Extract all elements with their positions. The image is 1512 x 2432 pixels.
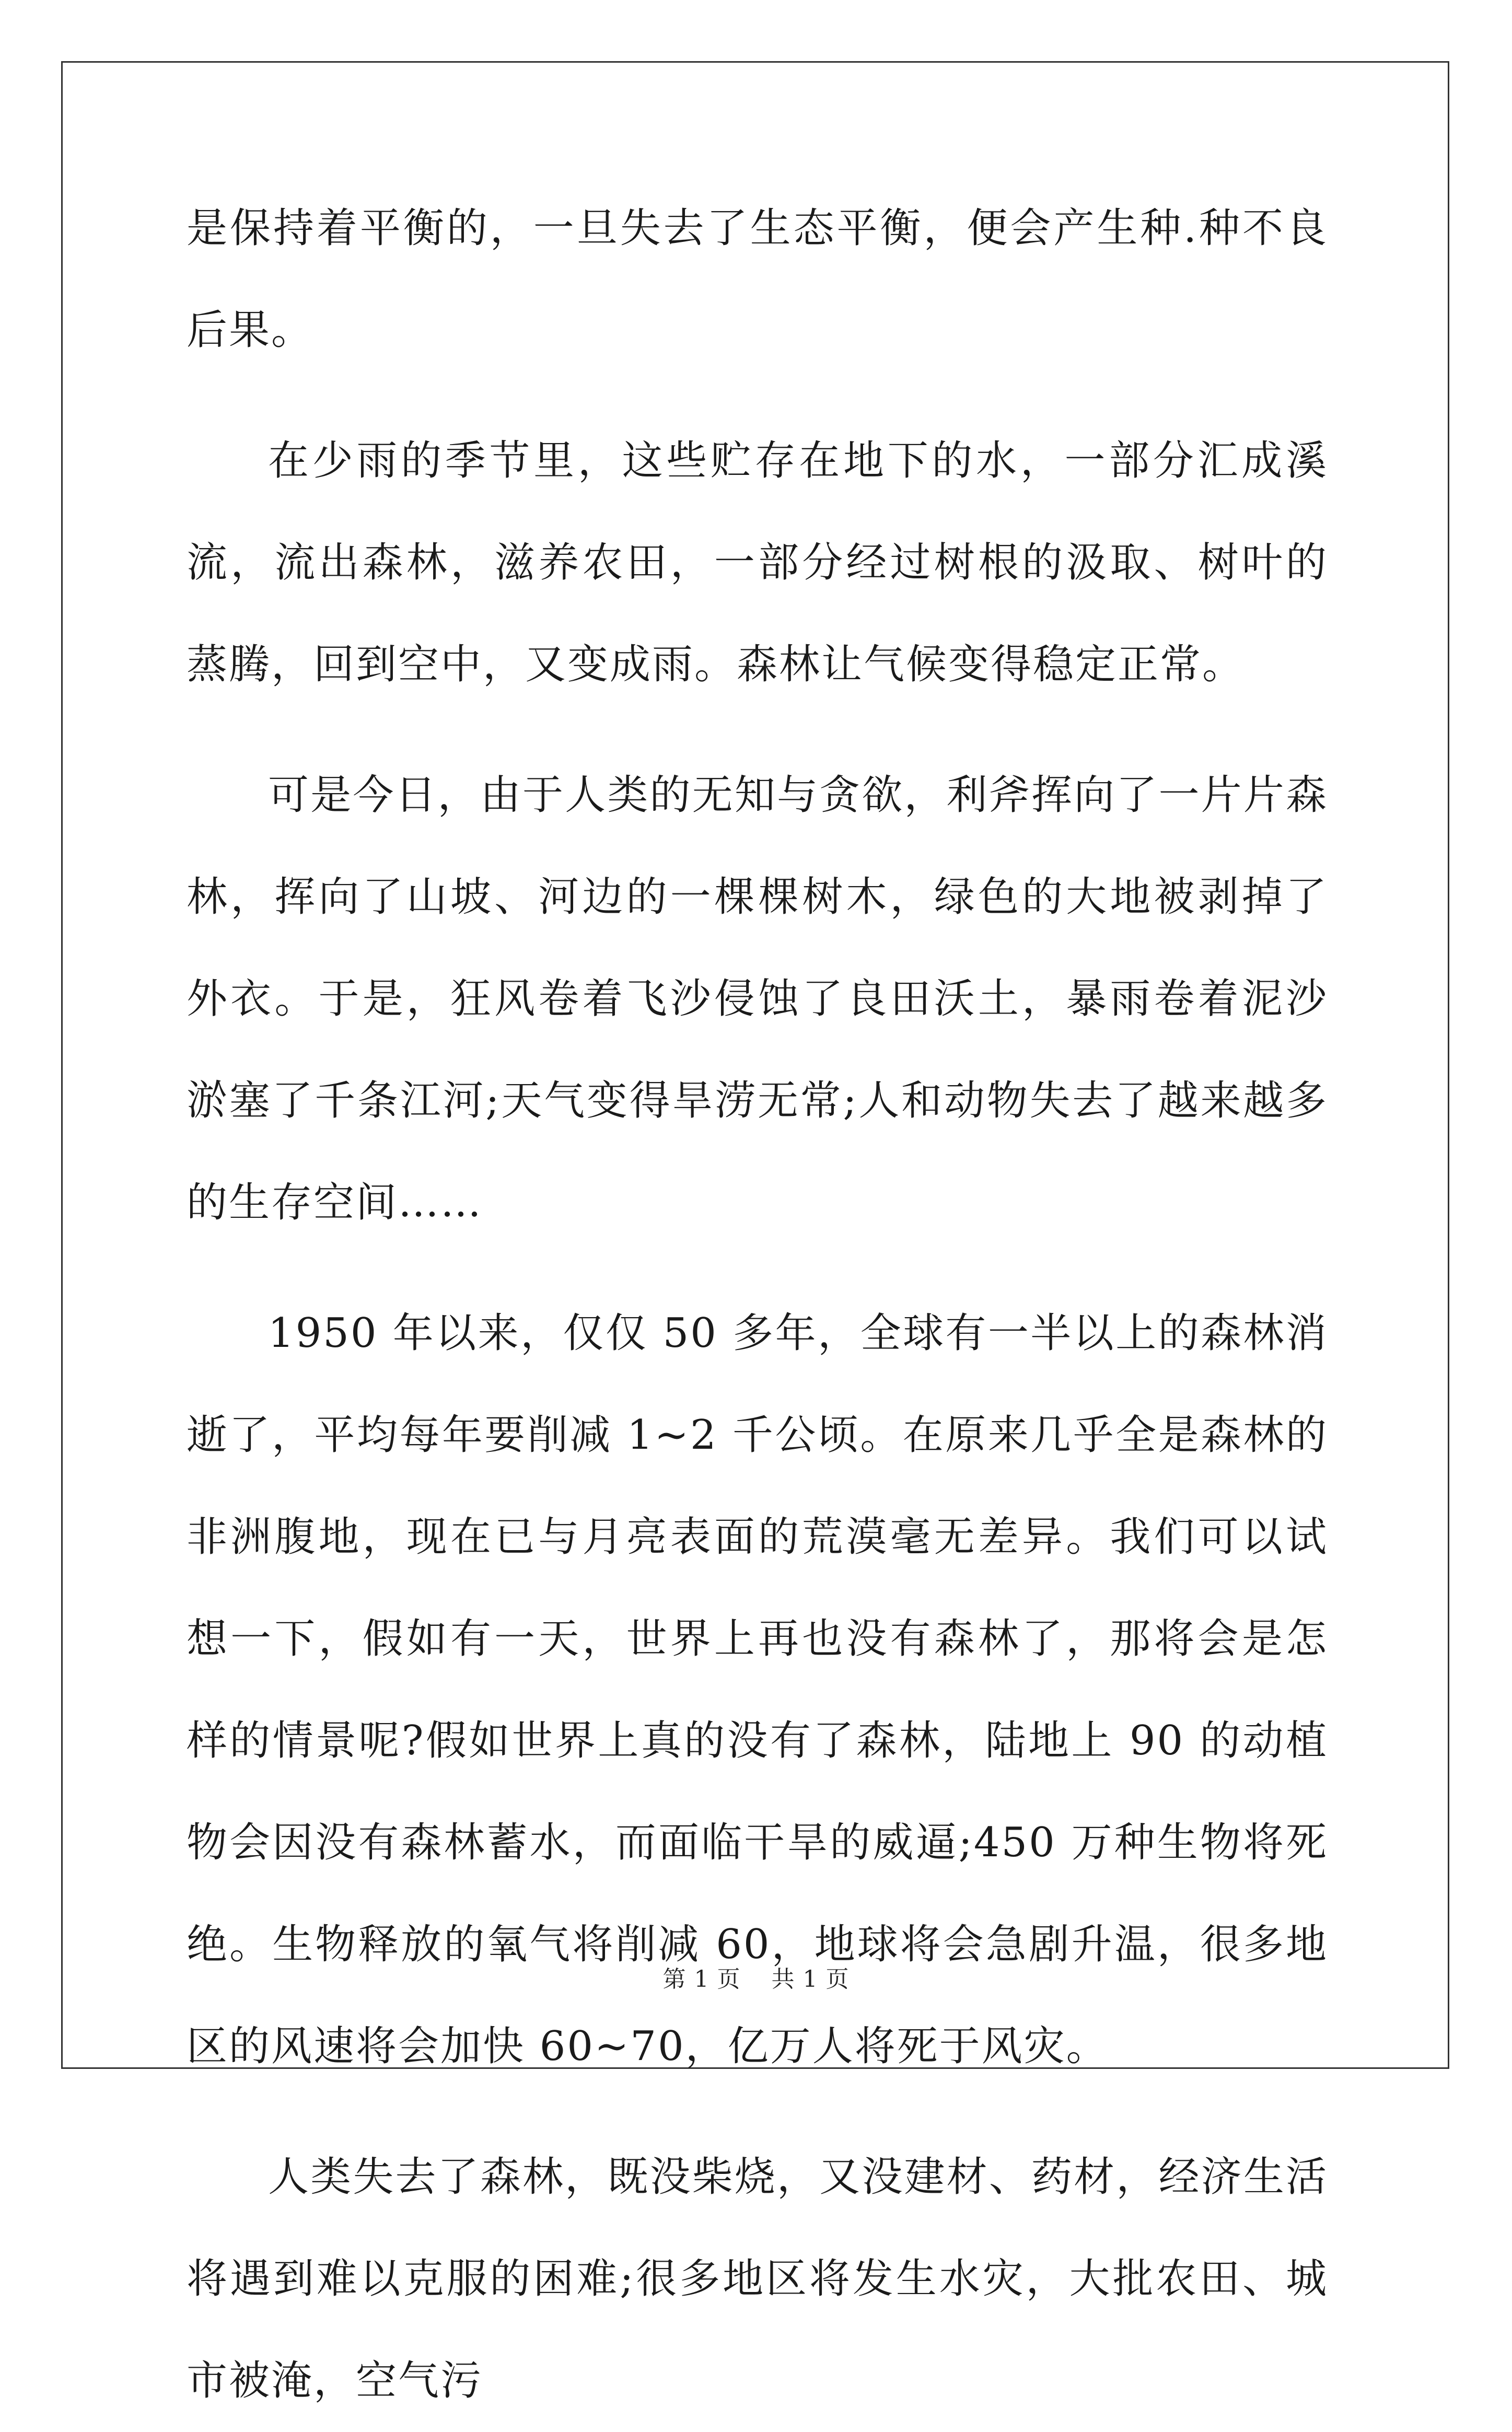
page-total: 共 1 页 (771, 1966, 850, 1993)
paragraph: 人类失去了森林，既没柴烧，又没建材、药材，经济生活将遇到难以克服的困难;很多地区将发生水灾，大批农田、城市被淹，空气污 (187, 2154, 1328, 2404)
paragraph: 在少雨的季节里，这些贮存在地下的水，一部分汇成溪流，流出森林，滋养农田，一部分经过树根的汲取、树叶的蒸腾，回到空中，又变成雨。森林让气候变得稳定正常。 (187, 437, 1328, 688)
paragraph: 是保持着平衡的，一旦失去了生态平衡，便会产生种.种不良后果。 (187, 205, 1328, 354)
document-body (187, 178, 1328, 2432)
page-number: 第 1 页 (662, 1966, 741, 1993)
page-footer (0, 1960, 1512, 1994)
paragraph: 可是今日，由于人类的无知与贪欲，利斧挥向了一片片森林，挥向了山坡、河边的一棵棵树木，绿色的大地被剥掉了外衣。于是，狂风卷着飞沙侵蚀了良田沃土，暴雨卷着泥沙淤塞了千条江河;天气变得旱涝无常;人和动物失去了越来越多的生存空间…… (187, 772, 1328, 1226)
paragraph: 1950 年以来，仅仅 50 多年，全球有一半以上的森林消逝了，平均每年要削减 1~2 千公顷。在原来几乎全是森林的非洲腹地，现在已与月亮表面的荒漠毫无差异。我们可以试想一下，假如有一天，世界上再也没有森林了，那将会是怎样的情景呢?假如世界上真的没有了森林，陆地上 90 的动植物会因没有森林蓄水，而面临干旱的威逼;450 万种生物将死绝。生物释放的氧气将削减 60，地球将会急剧升温，很多地区的风速将会加快 60~70，亿万人将死于风灾。 (187, 1310, 1328, 2070)
